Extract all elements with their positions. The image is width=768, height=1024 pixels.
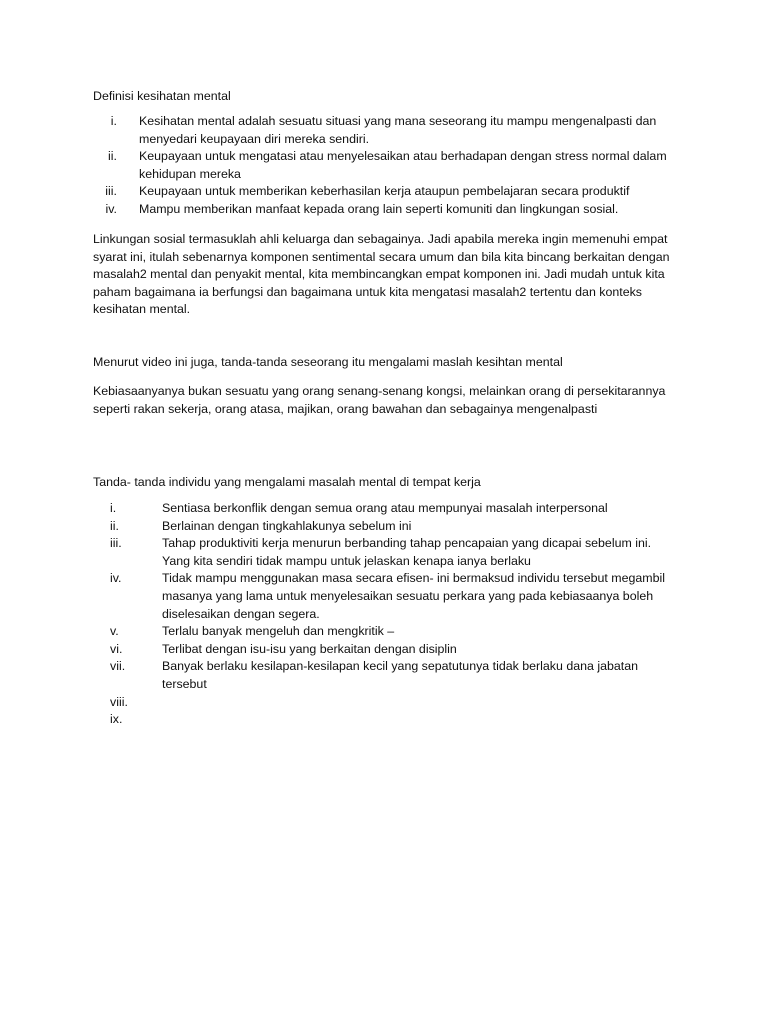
list-item-number: v.	[110, 624, 119, 639]
list-item-text: Terlibat dengan isu-isu yang berkaitan dengan disiplin	[162, 641, 457, 656]
list-item-text: Mampu memberikan manfaat kepada orang lain seperti komuniti dan lingkungan sosial.	[139, 201, 619, 216]
list-item-text: Berlainan dengan tingkahlakunya sebelum ini	[162, 518, 412, 533]
list-item	[110, 641, 680, 659]
list-item-number: i.	[110, 501, 117, 515]
list-item-number: ii.	[110, 518, 119, 533]
list-item-number: iv.	[110, 571, 122, 586]
section-heading-definisi: Definisi kesihatan mental	[93, 89, 231, 103]
list-item-text: Keupayaan untuk memberikan keberhasilan kerja ataupun pembelajaran secara produktif	[139, 184, 630, 199]
list-item	[93, 183, 693, 201]
list-item	[110, 711, 680, 729]
list-item-number: iii.	[105, 184, 117, 199]
list-item	[110, 535, 680, 570]
list-item-number: ii.	[108, 149, 117, 164]
signs-list	[110, 500, 680, 729]
list-item-number: iii.	[110, 536, 122, 551]
definition-list	[93, 113, 693, 219]
list-item-text: Tahap produktiviti kerja menurun berbanding tahap pencapaian yang dicapai sebelum ini. Yang kita sendiri tidak mampu untuk jelaskan kenapa ianya berlaku	[162, 536, 652, 568]
list-item-text: Sentiasa berkonflik dengan semua orang atau mempunyai masalah interpersonal	[162, 501, 608, 515]
list-item	[93, 148, 693, 183]
list-item	[110, 658, 680, 693]
list-item-text: Banyak berlaku kesilapan-kesilapan kecil yang sepatutunya tidak berlaku dana jabatan tersebut	[162, 659, 638, 691]
section-heading-tanda-tanda: Menurut video ini juga, tanda-tanda seseorang itu mengalami maslah kesihtan mental	[93, 355, 563, 369]
list-item-number: vi.	[110, 641, 123, 656]
section-heading-tempat-kerja: Tanda- tanda individu yang mengalami masalah mental di tempat kerja	[93, 475, 481, 489]
list-item	[110, 623, 680, 641]
list-item-number: i.	[110, 114, 117, 128]
paragraph-kebiasaan: Kebiasaanyanya bukan sesuatu yang orang senang-senang kongsi, melainkan orang di persekitarannya seperti rakan sekerja, orang atasa, majikan, orang bawahan dan sebagainya mengenalpasti	[93, 384, 666, 416]
list-item-number: iv.	[105, 201, 117, 216]
list-item-number: viii.	[110, 694, 128, 709]
list-item	[93, 201, 693, 219]
list-item	[110, 518, 680, 536]
list-item	[110, 570, 680, 623]
list-item	[110, 694, 680, 712]
list-item	[110, 500, 680, 518]
paragraph-linkungan-sosial: Linkungan sosial termasuklah ahli keluarga dan sebagainya. Jadi apabila mereka ingin memenuhi empat syarat ini, itulah sebenarnya komponen sentimental secara umum dan bila kita bincang berkaitan dengan masalah2 mental dan penyakit mental, kita membincangkan empat komponen ini. Jadi mudah untuk kita paham bagaimana ia berfungsi dan bagaimana untuk kita mengatasi masalah2 tertentu dan konteks kesihatan mental.	[93, 232, 670, 317]
list-item	[93, 113, 693, 148]
list-item-number: ix.	[110, 712, 123, 727]
list-item-text: Keupayaan untuk mengatasi atau menyelesaikan atau berhadapan dengan stress normal dalam kehidupan mereka	[139, 149, 667, 181]
list-item-text: Tidak mampu menggunakan masa secara efisen- ini bermaksud individu tersebut megambil masanya yang lama untuk menyelesaikan sesuatu perkara yang pada kebiasaanya boleh diselesaikan dengan segera.	[162, 571, 665, 621]
list-item-text: Terlalu banyak mengeluh dan mengkritik –	[162, 624, 395, 639]
list-item-number: vii.	[110, 659, 126, 674]
list-item-text: Kesihatan mental adalah sesuatu situasi yang mana seseorang itu mampu mengenalpasti dan menyedari keupayaan diri mereka sendiri.	[139, 114, 657, 146]
